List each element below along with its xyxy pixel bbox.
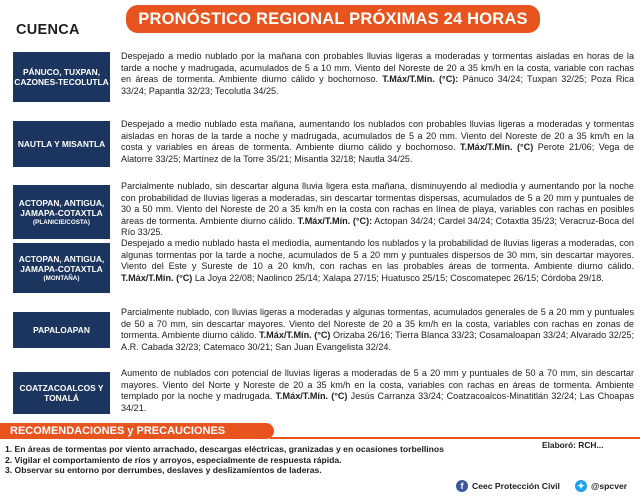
- region-forecast: [121, 238, 634, 284]
- region-label: [13, 121, 110, 167]
- region-forecast: [121, 51, 634, 97]
- temps-values: Perote 21/06; Vega de Alatorre 33/25; Martínez de la Torre 35/21; Misantla 32/18; Nautla 34/25.: [121, 142, 634, 164]
- region-row: [8, 181, 638, 239]
- recommendations-list: [5, 444, 444, 476]
- twitter-icon: ✦: [575, 480, 587, 492]
- region-label: [13, 312, 110, 348]
- forecast-text: Parcialmente nublado, con lluvias ligeras a moderadas y algunas tormentas, acumulados generales de 5 a 20 mm y puntuales de 50 a 70 mm, sin descartar mayores. Viento del Noreste de 20 a 35 km/h en la costa, variables con rachas en zonas de tormenta. Ambiente diurno cálido.: [121, 307, 634, 341]
- region-label: [13, 185, 110, 239]
- region-row: [8, 118, 638, 170]
- temps-values: Actopan 34/24; Cardel 34/24; Cotaxtla 35/23; Veracruz-Boca del Río 33/25.: [121, 215, 634, 238]
- header-left: [0, 0, 118, 44]
- region-label: [13, 372, 110, 414]
- region-name: PAPALOAPAN: [33, 324, 90, 335]
- region-subtitle: (MONTAÑA): [43, 274, 80, 282]
- twitter-label: @spcver: [591, 481, 628, 491]
- author-note: Elaboró: RCH...: [542, 440, 604, 450]
- facebook-icon: f: [456, 480, 468, 492]
- region-row: [8, 238, 638, 296]
- divider: [270, 437, 640, 439]
- facebook-link[interactable]: [456, 480, 560, 492]
- temps-label: T.Máx/T.Mín. (°C): [460, 142, 534, 153]
- twitter-link[interactable]: [575, 480, 627, 492]
- region-name: COATZACOALCOS Y TONALÁ: [19, 382, 104, 403]
- section-label: CUENCA: [16, 22, 80, 38]
- temps-label: T.Máx/T.Mín. (°C): [275, 391, 348, 402]
- forecast-text: Despejado a medio nublado esta mañana, aumentando los nublados con probables lluvias ligeras a moderadas y tormentas aisladas en horas de la tarde a noche y madrugada, acumulados de 5 a 20 mm. Viento del Noreste de 20 a 35 km/h en la costa y variables en áreas de tormenta. Ambiente diurno cálido y bochornoso.: [121, 119, 634, 153]
- temps-values: Jesús Carranza 33/24; Coatzacoalcos-Minatitlán 32/24; Las Choapas 34/21.: [121, 391, 635, 413]
- temps-values: Pánuco 34/24; Tuxpan 32/25; Poza Rica 33/24; Papantla 32/23; Tecolutla 34/25.: [121, 74, 635, 96]
- forecast-text: Despejado a medio nublado por la mañana con probables lluvias ligeras a moderadas y tormentas aisladas en horas de la tarde a noche y madrugada, acumulados de 5 a 10 mm. Viento del Noreste de 20 a 35 km/h en la costa, variable con rachas en áreas de tormenta. Ambiente diurno cálido y bochornoso.: [121, 51, 634, 85]
- region-forecast: [121, 368, 634, 414]
- list-item: 2. Vigilar el comportamiento de ríos y arroyos, especialmente de respuesta rápida.: [5, 454, 342, 465]
- footer: [0, 478, 640, 496]
- facebook-label: Ceec Protección Civil: [472, 481, 560, 491]
- forecast-text: Aumento de nublados con potencial de lluvias ligeras a moderadas de 5 a 20 mm y puntuales de 50 a 70 mm, sin descartar mayores. Viento del Norte y Noreste de 20 a 35 km/h en la costa, variables con rachas en áreas de tormenta. Ambiente templado por la noche y madrugada.: [121, 368, 634, 402]
- region-name: ACTOPAN, ANTIGUA, JAMAPA-COTAXTLA: [18, 197, 105, 219]
- region-subtitle: (PLANICIE/COSTA): [33, 218, 90, 226]
- temps-label: T.Máx/T.Mín. (°C):: [297, 215, 373, 226]
- region-forecast: [121, 307, 634, 353]
- region-forecast: [121, 181, 634, 239]
- region-row: [8, 368, 638, 420]
- region-label: [13, 243, 110, 293]
- temps-label: T.Máx/T.Mín. (°C): [121, 272, 193, 283]
- temps-label: T.Máx/T.Mín. (°C):: [382, 74, 459, 85]
- region-name: NAUTLA Y MISANTLA: [17, 138, 106, 149]
- recommendations-bar: [0, 423, 640, 439]
- region-row: [8, 307, 638, 355]
- temps-values: La Joya 22/08; Naolinco 25/14; Xalapa 27/15; Huatusco 25/15; Coscomatepec 26/15; Córdoba 29/18.: [194, 272, 604, 283]
- region-forecast: [121, 119, 634, 165]
- region-name: ACTOPAN, ANTIGUA, JAMAPA-COTAXTLA: [18, 253, 105, 275]
- temps-label: T.Máx/T.Mín. (°C): [259, 330, 331, 341]
- region-row: [8, 50, 638, 102]
- list-item: 1. En áreas de tormentas por viento arrachado, descargas eléctricas, granizadas y en ocasiones torbellinos: [5, 444, 444, 454]
- page-title: PRONÓSTICO REGIONAL PRÓXIMAS 24 HORAS: [126, 5, 540, 33]
- recommendations-title: RECOMENDACIONES y PRECAUCIONES: [10, 425, 226, 437]
- forecast-text: Despejado a medio nublado hasta el mediodía, aumentando los nublados y la probabilidad de lluvias ligeras a moderadas, con algunas tormentas por la tarde a noche, acumulados de 5 a 20 mm y puntuales dispersos de 30 mm, sin descartar mayores. Viento del Este y Sureste de 10 a 20 km/h, con rachas en las probables áreas de tormenta. Ambiente diurno cálido.: [121, 238, 634, 272]
- temps-values: Orizaba 26/16; Tierra Blanca 33/23; Cosamaloapan 33/24; Alvarado 32/25; A.R. Cabada 32/23; Catemaco 30/21; San Juan Evangelista 32/24.: [121, 330, 635, 352]
- forecast-text: Parcialmente nublado, sin descartar alguna lluvia ligera esta mañana, disminuyendo al mediodía y aumentando por la noche con probabilidad de lluvias ligeras a moderadas, sin descartar tormentas dispersas, acumulados de 5 a 20 mm y puntuales de 30 a 50 mm. Viento del Noreste de 20 a 35 km/h en la costa con rachas en línea de playa, variables con rachas en posibles áreas de tormenta. Ambiente diurno cálido.: [121, 181, 634, 226]
- region-label: [13, 52, 110, 102]
- region-name: PÁNUCO, TUXPAN, CAZONES-TECOLUTLA: [14, 66, 109, 87]
- list-item: 3. Observar su entorno por derrumbes, deslaves y deslizamientos de laderas.: [5, 465, 322, 476]
